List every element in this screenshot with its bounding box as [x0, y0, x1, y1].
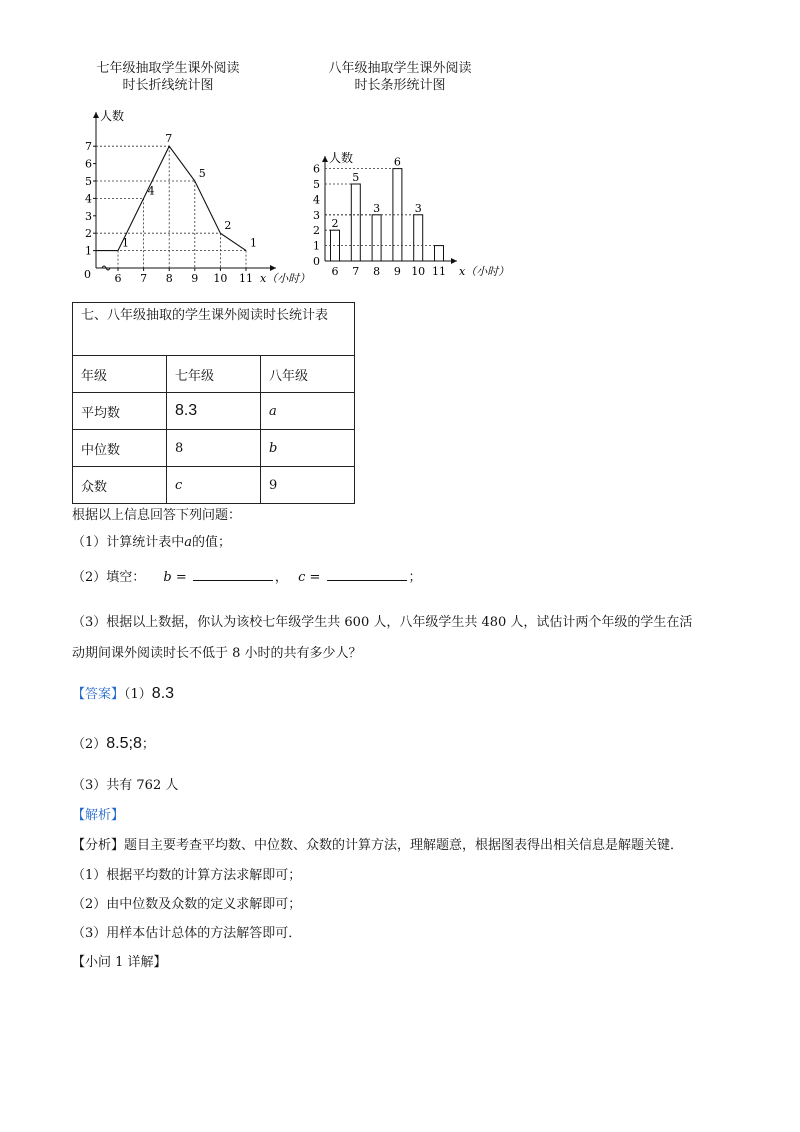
mean-grade8: a	[261, 393, 355, 430]
y-tick-label: 4	[85, 192, 92, 206]
line-chart-title	[68, 60, 268, 94]
mode-grade7: c	[166, 467, 260, 504]
data-label: 2	[224, 219, 232, 233]
analysis-tag: 【解析】	[72, 808, 125, 823]
q2-b-blank[interactable]	[193, 568, 273, 581]
q2-prefix: （2）填空：	[72, 570, 146, 585]
x-tick-label: 7	[140, 272, 148, 285]
bar-label: 3	[414, 201, 422, 215]
question-3-line1: （3）根据以上数据，你认为该校七年级学生共 600 人，八年级学生共 480 人，试估计两个年级的学生在活	[72, 615, 693, 630]
y-tick-label: 1	[85, 244, 92, 258]
y-tick-label: 4	[313, 193, 320, 207]
answer-3: （3）共有 762 人	[72, 778, 179, 793]
bar-chart-title-line2: 时长条形统计图	[354, 78, 446, 93]
question-2	[72, 566, 422, 585]
bar	[372, 215, 381, 261]
median-grade8: b	[261, 430, 355, 467]
bar-label: 5	[352, 171, 360, 184]
data-label: 1	[250, 236, 257, 250]
y-tick-label: 2	[313, 224, 320, 238]
x-tick-label: 8	[373, 265, 381, 278]
table-caption-row	[73, 303, 355, 356]
bar-chart-title-line1: 八年级抽取学生课外阅读	[328, 61, 472, 76]
answer-2-end: ；	[141, 737, 155, 752]
table-row	[73, 393, 355, 430]
x-axis-arrow	[451, 258, 457, 264]
line-chart-title-line1: 七年级抽取学生课外阅读	[96, 61, 240, 76]
y-tick-label: 3	[313, 208, 320, 222]
x-tick-label: 6	[331, 265, 339, 278]
answer-1	[72, 683, 174, 703]
bar	[351, 184, 360, 261]
x-tick-label: 10	[213, 272, 228, 285]
data-label: 5	[198, 167, 206, 180]
answer-tag: 【答案】	[72, 687, 125, 702]
series-line	[96, 146, 246, 250]
y-axis-arrow	[93, 112, 99, 118]
y-tick-label: 7	[85, 140, 92, 154]
q1-prefix: （1）计算统计表中	[72, 535, 185, 550]
analysis-step-2: （2）由中位数及众数的定义求解即可；	[72, 897, 302, 912]
table-header-row	[73, 356, 355, 393]
q2-c-label: c =	[298, 570, 321, 585]
y-tick-label: 2	[85, 227, 92, 241]
analysis-summary: 【分析】题目主要考查平均数、中位数、众数的计算方法，理解题意，根据图表得出相关信息是解题关键．	[72, 838, 684, 853]
header-cell-grade8: 八年级	[261, 356, 355, 393]
data-label: 4	[147, 184, 155, 198]
x-tick-label: 8	[165, 272, 173, 285]
y-tick-label: 0	[313, 255, 320, 268]
bar-label: 3	[373, 201, 381, 215]
answer-2	[72, 733, 155, 753]
line-chart	[80, 100, 311, 290]
mean-grade7: 8.3	[166, 393, 260, 430]
answer-2-value: 8.5;8	[106, 735, 142, 752]
bar-label: 6	[393, 155, 401, 169]
q1-suffix: 的值；	[192, 535, 232, 550]
question-3-line2: 动期间课外阅读时长不低于 8 小时的共有多少人？	[72, 646, 362, 661]
data-label: 7	[165, 132, 173, 146]
answer-2-number: （2）	[72, 737, 107, 752]
row-label-median: 中位数	[73, 430, 167, 467]
q2-c-blank[interactable]	[327, 568, 407, 581]
y-tick-label: 1	[313, 239, 320, 253]
detail-heading: 【小问 1 详解】	[72, 955, 167, 970]
y-tick-label: 6	[85, 157, 92, 171]
row-label-mode: 众数	[73, 467, 167, 504]
y-axis-label: 人数	[100, 109, 125, 123]
y-tick-label: 5	[85, 175, 92, 188]
x-tick-label: 6	[114, 272, 122, 285]
table-row	[73, 467, 355, 504]
analysis-step-1: （1）根据平均数的计算方法求解即可；	[72, 868, 302, 883]
x-axis-label: x（小时）	[459, 265, 510, 278]
x-tick-label: 11	[432, 265, 446, 278]
table-caption: 七、八年级抽取的学生课外阅读时长统计表	[73, 303, 355, 356]
question-intro: 根据以上信息回答下列问题：	[72, 508, 242, 523]
table-row	[73, 430, 355, 467]
answer-1-number: （1）	[124, 687, 152, 702]
bar-chart-title	[300, 60, 500, 94]
bar	[435, 246, 444, 261]
q2-end: ；	[408, 570, 422, 585]
x-tick-label: 7	[352, 265, 360, 278]
data-label: 1	[122, 236, 129, 250]
line-chart-title-line2: 时长折线统计图	[122, 78, 214, 93]
x-tick-label: 11	[239, 272, 253, 285]
y-tick-label: 5	[313, 178, 320, 191]
y-tick-label: 6	[313, 162, 320, 176]
analysis-step-3: （3）用样本估计总体的方法解答即可．	[72, 926, 302, 941]
q2-b-label: b =	[163, 570, 187, 585]
y-tick-label: 3	[85, 209, 92, 223]
q1-variable: a	[184, 535, 193, 550]
bar	[414, 215, 423, 261]
q2-separator: ，	[274, 570, 288, 585]
mode-grade8: 9	[261, 467, 355, 504]
x-tick-label: 10	[411, 265, 426, 278]
question-1	[72, 531, 231, 550]
statistics-table	[72, 302, 355, 504]
bar-label: 2	[331, 217, 339, 231]
median-grade7: 8	[166, 430, 260, 467]
y-axis-arrow	[322, 156, 328, 162]
x-axis-arrow	[270, 265, 276, 271]
x-axis-label: x（小时）	[260, 272, 311, 285]
y-axis-label: 人数	[329, 151, 354, 165]
header-cell-grade: 年级	[73, 356, 167, 393]
origin-label: 0	[84, 268, 91, 281]
header-cell-grade7: 七年级	[166, 356, 260, 393]
x-tick-label: 9	[191, 272, 199, 285]
x-tick-label: 9	[393, 265, 401, 278]
bar-chart	[305, 140, 520, 285]
row-label-mean: 平均数	[73, 393, 167, 430]
answer-1-value: 8.3	[151, 685, 175, 702]
